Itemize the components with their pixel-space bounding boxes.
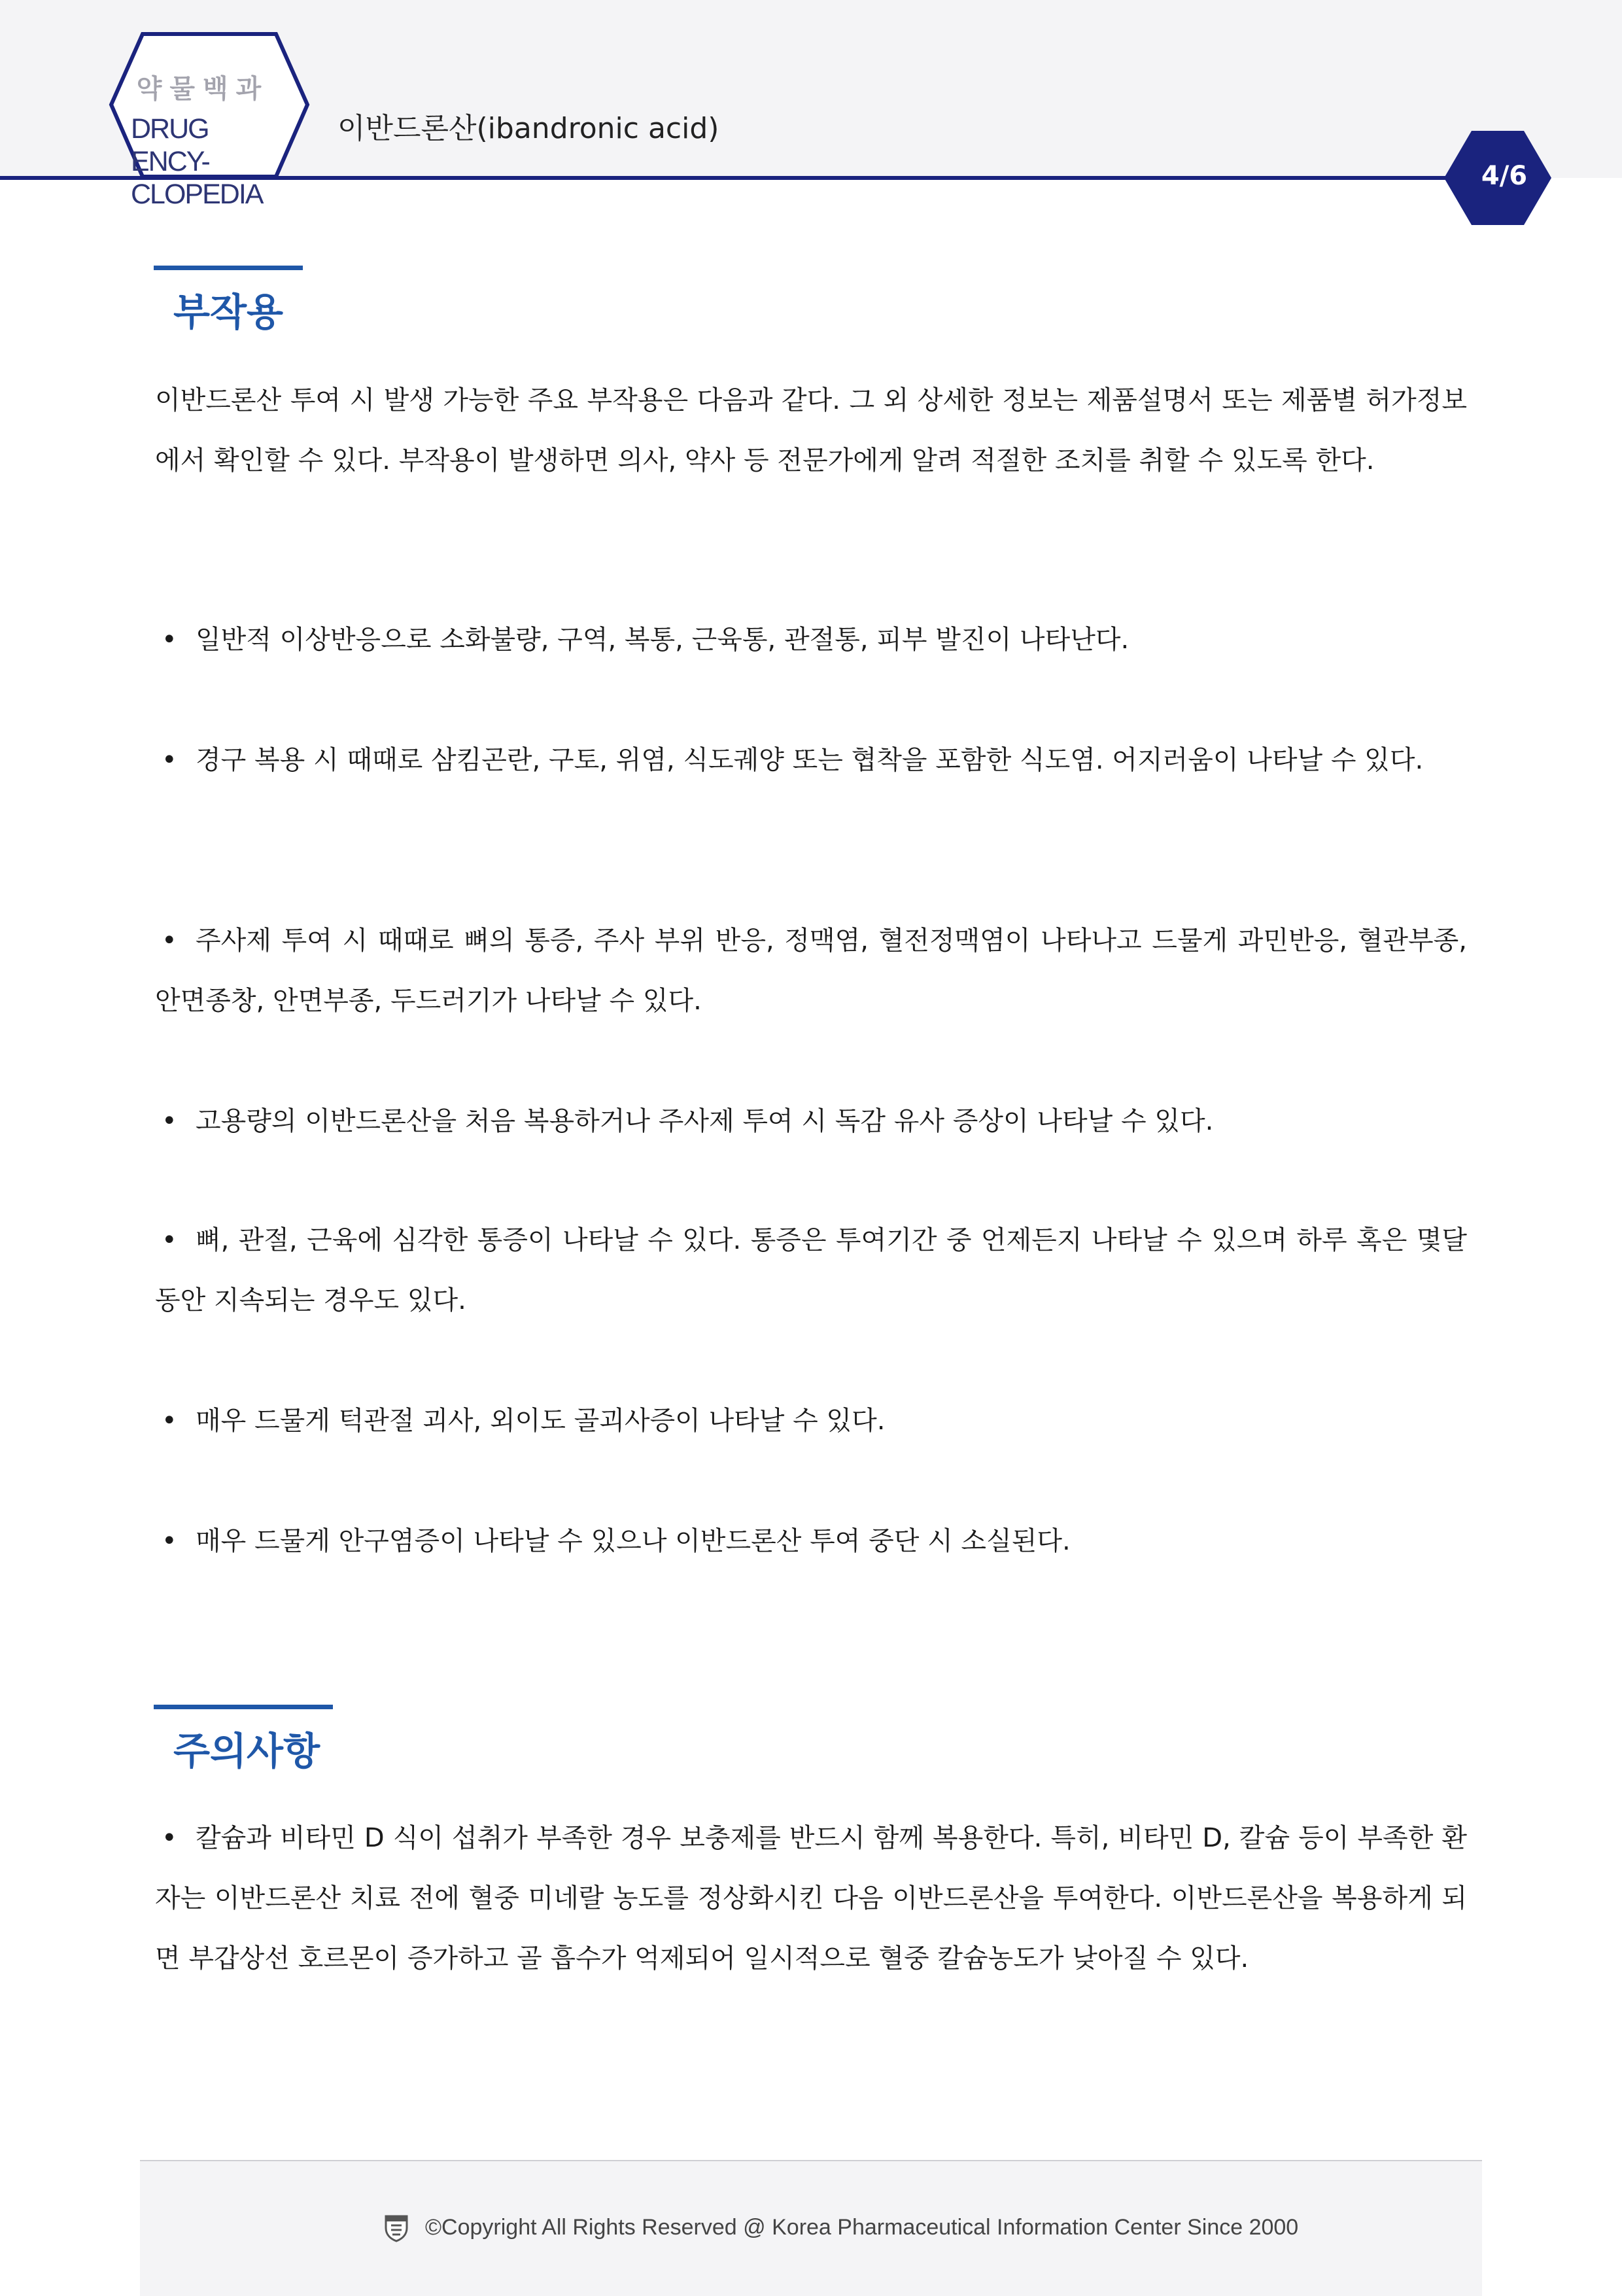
page-number: 4/6 [1481,161,1528,191]
list-item [155,1511,1467,1571]
list-item [155,1210,1467,1331]
document-title: 이반드론산(ibandronic acid) [337,112,719,145]
section-title-precautions: 주의사항 [173,1729,320,1773]
list-item-text: 매우 드물게 안구염증이 나타날 수 있으나 이반드론산 투여 중단 시 소실된다. [196,1526,1071,1556]
section-title-side-effects: 부작용 [173,290,284,334]
bullet-mark: • [162,926,177,956]
list-item-text: 일반적 이상반응으로 소화불량, 구역, 복통, 근육통, 관절통, 피부 발진이 나타난다. [196,625,1130,655]
bullet-mark: • [162,1406,177,1436]
bullet-mark: • [162,1526,177,1556]
bullet-mark: • [162,625,177,655]
list-item [155,1091,1467,1151]
shield-crest-icon [383,2214,409,2242]
list-item-text: 칼슘과 비타민 D 식이 섭취가 부족한 경우 보충제를 반드시 함께 복용한다. 특히, 비타민 D, 칼슘 등이 부족한 환자는 이반드론산 치료 전에 혈중 미네랄 농도를 정상화시킨 다음 이반드론산을 투여한다. 이반드론산을 복용하게 되면 부갑상선 호르몬이 증가하고 골 흡수가 억제되어 일시적으로 혈중 칼슘농도가 낮아질 수 있다. [155,1823,1467,1974]
section-underline [154,266,303,270]
copyright-text: ©Copyright All Rights Reserved @ Korea Pharmaceutical Information Center Since 2000 [425,2215,1299,2240]
list-item [155,911,1467,1031]
side-effects-intro: 이반드론산 투여 시 발생 가능한 주요 부작용은 다음과 같다. 그 외 상세한 정보는 제품설명서 또는 제품별 허가정보에서 확인할 수 있다. 부작용이 발생하면 의사, 약사 등 전문가에게 알려 적절한 조치를 취할 수 있도록 한다. [155,385,1467,476]
list-item-text: 고용량의 이반드론산을 처음 복용하거나 주사제 투여 시 독감 유사 증상이 나타날 수 있다. [196,1106,1214,1136]
list-item-text: 매우 드물게 턱관절 괴사, 외이도 골괴사증이 나타날 수 있다. [196,1406,886,1436]
list-item [155,1391,1467,1451]
list-item-text: 주사제 투여 시 때때로 뼈의 통증, 주사 부위 반응, 정맥염, 혈전정맥염이 나타나고 드물게 과민반응, 혈관부종, 안면종창, 안면부종, 두드러기가 나타날 수 있다. [155,926,1467,1016]
logo-english-line1: DRUG ENCY- [131,113,209,177]
bullet-mark: • [162,1823,177,1853]
list-item-text: 경구 복용 시 때때로 삼킴곤란, 구토, 위염, 식도궤양 또는 협착을 포함한 식도염. 어지러움이 나타날 수 있다. [196,745,1424,775]
list-item [155,1808,1467,1989]
logo-english-line2: CLOPEDIA [131,179,263,210]
list-item [155,610,1467,670]
bullet-mark: • [162,1106,177,1136]
bullet-mark: • [162,745,177,775]
logo-korean: 약물백과 [136,74,269,104]
logo-english [131,113,281,211]
list-item-text: 뼈, 관절, 근육에 심각한 통증이 나타날 수 있다. 통증은 투여기간 중 언제든지 나타날 수 있으며 하루 혹은 몇달 동안 지속되는 경우도 있다. [155,1225,1467,1315]
list-item [155,730,1467,790]
section-underline [154,1705,333,1709]
bullet-mark: • [162,1225,177,1255]
